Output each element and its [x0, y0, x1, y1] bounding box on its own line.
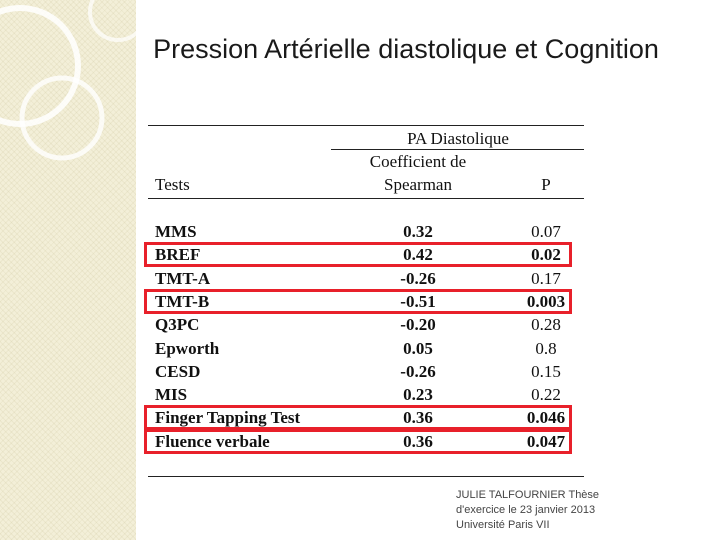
results-table — [148, 118, 586, 483]
table-row — [148, 383, 586, 406]
test-name-cell: MMS — [155, 222, 197, 241]
footer-line-2: d'exercice le 23 janvier 2013 — [456, 504, 596, 516]
test-name-cell: Fluence verbale — [155, 431, 270, 451]
table-row — [148, 313, 586, 336]
test-name-cell: TMT-A — [155, 268, 211, 288]
p-header: P — [541, 175, 551, 194]
highlight-box — [144, 242, 572, 267]
test-name-cell: Epworth — [155, 338, 220, 358]
highlight-box — [144, 405, 572, 430]
p-value-cell: 0.8 — [535, 338, 557, 358]
highlight-box — [144, 429, 572, 454]
spearman-cell: 0.42 — [403, 245, 433, 265]
spearman-cell: 0.05 — [403, 338, 433, 358]
spearman-cell: 0.36 — [403, 431, 433, 451]
test-name-cell: Finger Tapping Test — [155, 408, 301, 428]
p-value-cell: 0.15 — [531, 361, 561, 381]
p-value-cell: 0.07 — [531, 222, 561, 241]
p-value-cell: 0.17 — [531, 268, 561, 288]
spearman-cell: 0.32 — [403, 222, 433, 241]
footer-line-1: JULIE TALFOURNIER Thèse — [456, 489, 600, 501]
spearman-cell: 0.36 — [403, 408, 433, 428]
p-value-cell: 0.28 — [531, 315, 561, 335]
spearman-cell: -0.26 — [400, 268, 436, 288]
spearman-cell: 0.23 — [403, 385, 433, 405]
group-header: PA Diastolique — [407, 129, 509, 148]
tests-header: Tests — [155, 175, 190, 194]
test-name-cell: BREF — [155, 245, 201, 265]
p-value-cell: 0.047 — [526, 431, 566, 451]
table-row — [148, 267, 586, 290]
table-row — [148, 220, 586, 243]
test-name-cell: MIS — [155, 385, 188, 405]
header-rule — [148, 198, 584, 199]
test-name-cell: TMT-B — [155, 291, 210, 311]
coef-header-line2: Spearman — [384, 175, 452, 194]
spearman-cell: -0.20 — [400, 315, 436, 335]
p-value-cell: 0.02 — [531, 245, 561, 265]
test-name-cell: CESD — [155, 361, 201, 381]
table-top-rule — [148, 125, 584, 126]
slide-footer — [456, 488, 656, 533]
table-bottom-rule — [148, 476, 584, 477]
highlight-box — [144, 289, 572, 314]
spearman-cell: -0.51 — [400, 291, 436, 311]
p-value-cell: 0.003 — [526, 291, 566, 311]
coef-header-line1: Coefficient de — [369, 152, 467, 171]
test-name-cell: Q3PC — [155, 315, 200, 335]
table-row — [148, 360, 586, 383]
footer-line-3: Université Paris VII — [456, 519, 550, 531]
spearman-cell: -0.26 — [400, 361, 436, 381]
p-value-cell: 0.046 — [526, 408, 566, 428]
p-value-cell: 0.22 — [531, 385, 561, 405]
slide-title: Pression Artérielle diastolique et Cognition — [153, 34, 659, 64]
table-row — [148, 337, 586, 360]
group-header-rule — [331, 149, 584, 150]
